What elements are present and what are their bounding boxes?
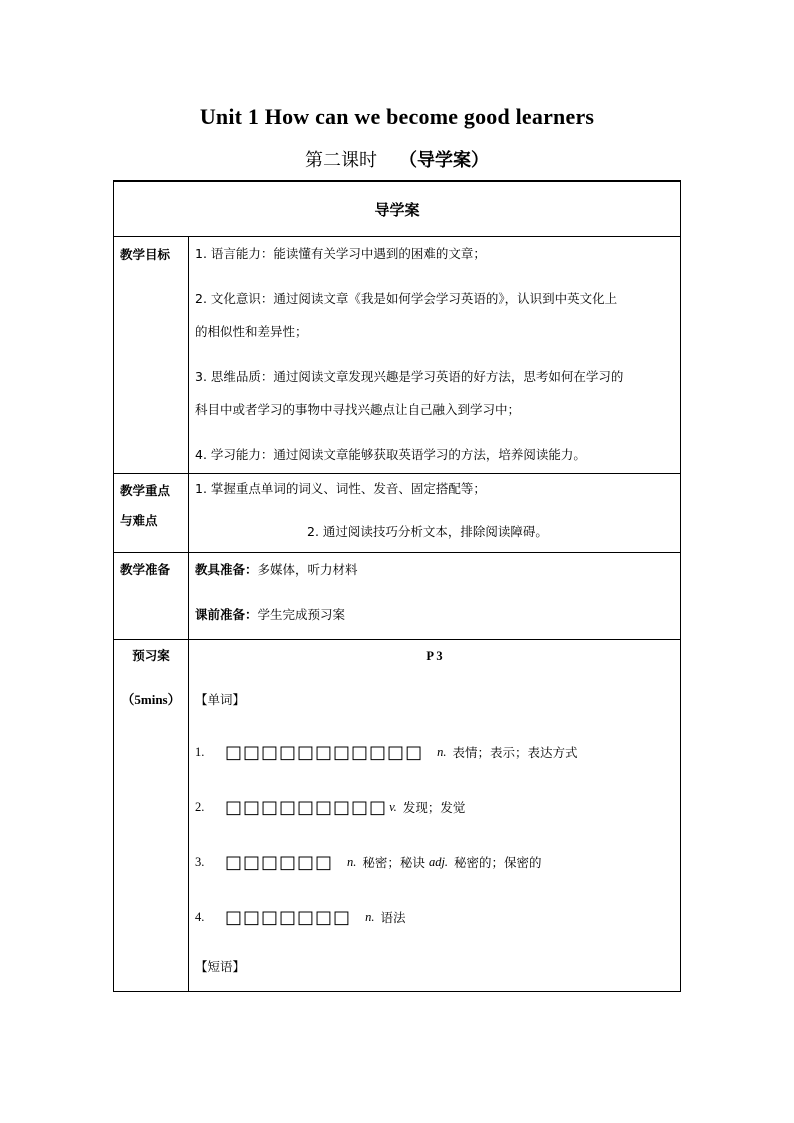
keypoints-label-line1: 教学重点 [120, 483, 171, 498]
objective-item: 2. 文化意识：通过阅读文章《我是如何学会学习英语的》，认识到中英文化上 [195, 291, 618, 306]
objective-item: 4. 学习能力：通过阅读文章能够获取英语学习的方法，培养阅读能力。 [195, 447, 586, 462]
page-reference: P 3 [426, 649, 443, 663]
objective-item: 的相似性和差异性； [195, 324, 308, 339]
pre-class-preparation [195, 605, 674, 625]
vocab-meaning: 秘密；秘诀 [362, 855, 425, 870]
keypoints-label-line2: 与难点 [120, 513, 158, 528]
keypoints-label [114, 474, 189, 553]
lesson-plan-table [113, 180, 681, 992]
objectives-label: 教学目标 [114, 237, 189, 474]
vocab-item [195, 742, 674, 762]
words-heading: 【单词】 [195, 692, 246, 707]
vocab-meaning: 语法 [380, 910, 406, 925]
objectives-content [189, 237, 681, 474]
document-title: Unit 1 How can we become good learners [199, 104, 595, 129]
pre-class-label: 课前准备： [195, 607, 258, 622]
part-of-speech: n. [347, 854, 357, 869]
answer-boxes[interactable]: □□□□□□□□□ [225, 796, 388, 818]
preview-label-line1: 预习案 [132, 648, 170, 663]
vocab-meaning: 表情；表示；表达方式 [452, 745, 578, 760]
table-header: 导学案 [114, 181, 681, 237]
objectives-row [114, 237, 681, 474]
vocab-number: 3. [195, 854, 205, 869]
vocab-meaning: 发现；发觉 [402, 800, 466, 815]
lesson-type: （导学案） [399, 150, 489, 171]
phrases-heading: 【短语】 [195, 959, 246, 974]
part-of-speech: n. [365, 909, 375, 924]
keypoints-row [114, 474, 681, 553]
keypoint-item: 1. 掌握重点单词的词义、词性、发音、固定搭配等； [195, 481, 486, 496]
vocab-item [195, 797, 674, 817]
part-of-speech-2: adj. [428, 854, 449, 869]
objective-item: 3. 思维品质：通过阅读文章发现兴趣是学习英语的好方法，思考如何在学习的 [195, 369, 624, 384]
part-of-speech: n. [437, 744, 447, 759]
preparation-label: 教学准备 [114, 553, 189, 640]
vocab-item [195, 907, 674, 927]
preview-row [114, 640, 681, 992]
preview-label [114, 640, 189, 992]
part-of-speech: v. [389, 799, 397, 814]
tools-value: 多媒体，听力材料 [257, 562, 358, 577]
answer-boxes[interactable]: □□□□□□□□□□□ [225, 741, 424, 763]
vocab-item [195, 852, 674, 872]
preparation-row [114, 553, 681, 640]
keypoints-content [189, 474, 681, 553]
preview-time: （5mins） [121, 692, 181, 707]
keypoint-item: 2. 通过阅读技巧分析文本，排除阅读障碍。 [307, 524, 548, 539]
pre-class-value: 学生完成预习案 [257, 607, 346, 622]
preparation-content [189, 553, 681, 640]
tools-preparation [195, 560, 674, 580]
vocab-meaning-2: 秘密的；保密的 [454, 855, 542, 870]
vocab-number: 1. [195, 744, 205, 759]
tools-label: 教具准备： [195, 562, 258, 577]
document-subtitle [0, 146, 794, 172]
vocab-number: 2. [195, 799, 205, 814]
answer-boxes[interactable]: □□□□□□□ [225, 906, 352, 928]
answer-boxes[interactable]: □□□□□□ [225, 851, 334, 873]
objective-item: 1. 语言能力：能读懂有关学习中遇到的困难的文章； [195, 246, 486, 261]
vocab-number: 4. [195, 909, 205, 924]
lesson-number: 第二课时 [305, 150, 377, 171]
preview-content [189, 640, 681, 992]
objective-item: 科目中或者学习的事物中寻找兴趣点让自己融入到学习中； [195, 402, 521, 417]
